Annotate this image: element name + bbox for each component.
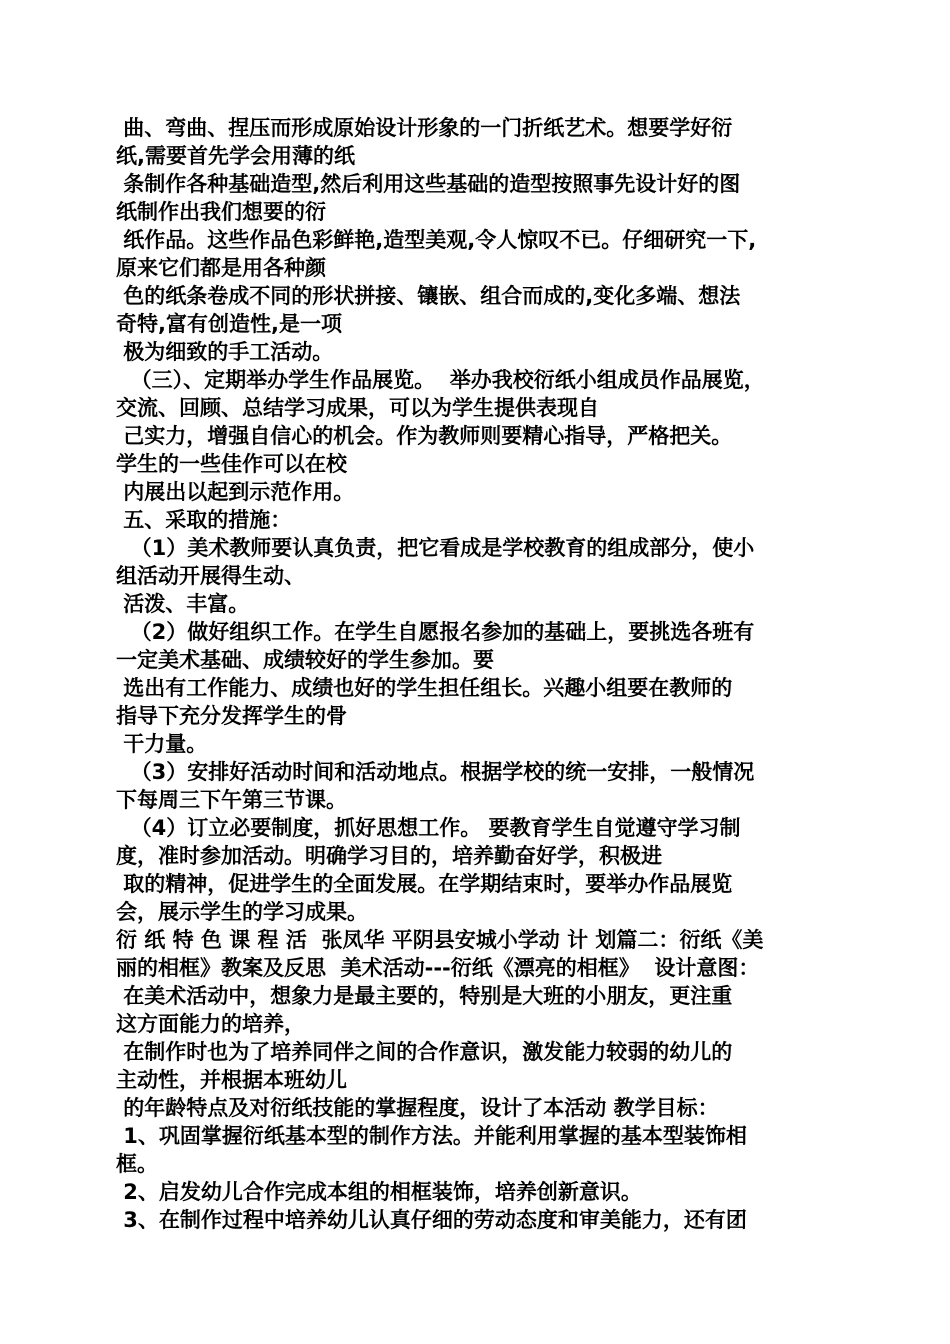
text-line: （1）美术教师要认真负责，把它看成是学校教育的组成部分，使小	[116, 536, 755, 560]
text-line: 2、启发幼儿合作完成本组的相框装饰，培养创新意识。	[116, 1180, 642, 1204]
text-line: 主动性，并根据本班幼儿	[116, 1068, 347, 1092]
text-line: 衍 纸 特 色 课 程 活 张凤华 平阴县安城小学动 计 划篇二：衍纸《美	[116, 928, 764, 952]
document-body	[116, 114, 840, 1234]
text-line: 条制作各种基础造型,然后利用这些基础的造型按照事先设计好的图	[116, 172, 741, 196]
text-line: 在美术活动中，想象力是最主要的，特别是大班的小朋友，更注重	[116, 984, 733, 1008]
text-line: 丽的相框》教案及反思 美术活动---衍纸《漂亮的相框》 设计意图：	[116, 956, 760, 980]
text-line: 在制作时也为了培养同伴之间的合作意识，激发能力较弱的幼儿的	[116, 1040, 733, 1064]
text-line: 一定美术基础、成绩较好的学生参加。要	[116, 648, 494, 672]
text-line: 色的纸条卷成不同的形状拼接、镶嵌、组合而成的,变化多端、想法	[116, 284, 741, 308]
text-line: 框。	[116, 1152, 158, 1176]
text-line: 极为细致的手工活动。	[116, 340, 334, 364]
text-line: 学生的一些佳作可以在校	[116, 452, 347, 476]
text-line: 纸,需要首先学会用薄的纸	[116, 144, 355, 168]
text-line: 度，准时参加活动。明确学习目的，培养勤奋好学，积极进	[116, 844, 662, 868]
text-line: 会，展示学生的学习成果。	[116, 900, 368, 924]
text-line: 取的精神，促进学生的全面发展。在学期结束时，要举办作品展览	[116, 872, 733, 896]
text-line: （三）、定期举办学生作品展览。 举办我校衍纸小组成员作品展览，	[116, 368, 765, 392]
text-line: 干力量。	[116, 732, 208, 756]
text-line: 奇特,富有创造性,是一项	[116, 312, 342, 336]
text-line: 指导下充分发挥学生的骨	[116, 704, 347, 728]
text-line: 活泼、丰富。	[116, 592, 250, 616]
text-line: 1、巩固掌握衍纸基本型的制作方法。并能利用掌握的基本型装饰相	[116, 1124, 747, 1148]
text-line: 五、采取的措施：	[116, 508, 292, 532]
text-line: 曲、弯曲、捏压而形成原始设计形象的一门折纸艺术。想要学好衍	[116, 116, 733, 140]
text-line: 内展出以起到示范作用。	[116, 480, 355, 504]
text-line: （3）安排好活动时间和活动地点。根据学校的统一安排，一般情况	[116, 760, 755, 784]
text-line: 下每周三下午第三节课。	[116, 788, 347, 812]
text-line: （2）做好组织工作。在学生自愿报名参加的基础上，要挑选各班有	[116, 620, 755, 644]
text-line: 交流、回顾、总结学习成果，可以为学生提供表现自	[116, 396, 599, 420]
text-line: 己实力，增强自信心的机会。作为教师则要精心指导，严格把关。	[116, 424, 733, 448]
text-line: （4）订立必要制度，抓好思想工作。 要教育学生自觉遵守学习制	[116, 816, 741, 840]
text-line: 原来它们都是用各种颜	[116, 256, 326, 280]
text-line: 的年龄特点及对衍纸技能的掌握程度，设计了本活动 教学目标：	[116, 1096, 719, 1120]
text-line: 纸作品。这些作品色彩鲜艳,造型美观,令人惊叹不已。仔细研究一下,	[116, 228, 757, 252]
text-line: 这方面能力的培养，	[116, 1012, 305, 1036]
text-line: 纸制作出我们想要的衍	[116, 200, 326, 224]
text-line: 3、在制作过程中培养幼儿认真仔细的劳动态度和审美能力，还有团	[116, 1208, 747, 1232]
text-line: 组活动开展得生动、	[116, 564, 305, 588]
text-line: 选出有工作能力、成绩也好的学生担任组长。兴趣小组要在教师的	[116, 676, 733, 700]
